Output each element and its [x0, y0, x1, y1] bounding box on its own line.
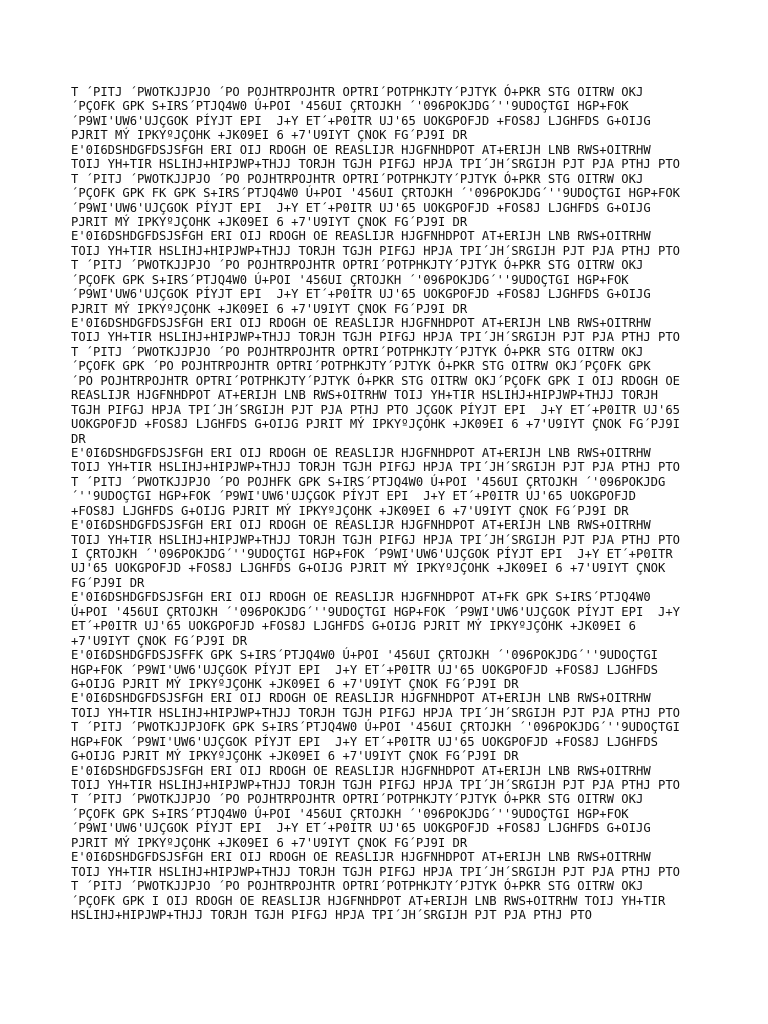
text-line: REASLIJR HJGFNHDPOT AT+ERIJH LNB RWS+OITRHW TOIJ YH+TIR HSLIHJ+HIPJWP+THJJ TORJH [71, 388, 658, 403]
text-line: T ´PITJ ´PWOTKJJPJO ´PO POJHTRPOJHTR OPTRI´POTPHKJTY´PJTYK Ó+PKR STG OITRW OKJ [71, 879, 644, 894]
text-line: ´PÇOFK GPK S+IRS´PTJQ4W0 Ú+POI '456UI ÇRTOJKH ´'096POKJDG´''9UDOÇTGI HGP+FOK [71, 806, 629, 821]
text-line: T ´PITJ ´PWOTKJJPJO ´PO POJHTRPOJHTR OPTRI´POTPHKJTY´PJTYK Ó+PKR STG OITRW OKJ [71, 85, 644, 99]
text-line: G+OIJG PJRIT MÝ IPKYºJÇOHK +JK09EI 6 +7'U9IYT ÇNOK FG´PJ9I DR [71, 676, 519, 691]
text-line: PJRIT MÝ IPKYºJÇOHK +JK09EI 6 +7'U9IYT ÇNOK FG´PJ9I DR [71, 128, 468, 143]
text-line: ´PÇOFK GPK S+IRS´PTJQ4W0 Ú+POI '456UI ÇRTOJKH ´'096POKJDG´''9UDOÇTGI HGP+FOK [71, 272, 629, 287]
text-line: +7'U9IYT ÇNOK FG´PJ9I DR [71, 633, 248, 648]
text-line: PJRIT MÝ IPKYºJÇOHK +JK09EI 6 +7'U9IYT ÇNOK FG´PJ9I DR [71, 301, 468, 316]
text-line: ´PÇOFK GPK I OIJ RDOGH OE REASLIJR HJGFNHDPOT AT+ERIJH LNB RWS+OITRHW TOIJ YH+TIR [71, 893, 666, 908]
text-line: E'0I6DSHDGFDSJSFGH ERI OIJ RDOGH OE REASLIJR HJGFNHDPOT AT+ERIJH LNB RWS+OITRHW [71, 445, 651, 460]
text-line: TOIJ YH+TIR HSLIHJ+HIPJWP+THJJ TORJH TGJH PIFGJ HPJA TPI´JH´SRGIJH PJT PJA PTHJ PTO [71, 532, 681, 547]
text-line: E'0I6DSHDGFDSJSFGH ERI OIJ RDOGH OE REASLIJR HJGFNHDPOT AT+FK GPK S+IRS´PTJQ4W0 [71, 590, 651, 605]
text-line: ´''9UDOÇTGI HGP+FOK ´P9WI'UW6'UJÇGOK PÍYJT EPI J+Y ET´+P0ITR UJ'65 UOKGPOFJD [71, 489, 636, 504]
text-line: HGP+FOK ´P9WI'UW6'UJÇGOK PÍYJT EPI J+Y ET´+P0ITR UJ'65 UOKGPOFJD +FOS8J LJGHFDS [71, 734, 658, 749]
text-line: +FOS8J LJGHFDS G+OIJG PJRIT MÝ IPKYºJÇOHK +JK09EI 6 +7'U9IYT ÇNOK FG´PJ9I DR [71, 503, 629, 518]
text-line: TOIJ YH+TIR HSLIHJ+HIPJWP+THJJ TORJH TGJH PIFGJ HPJA TPI´JH´SRGIJH PJT PJA PTHJ PTO [71, 243, 681, 258]
text-line: E'0I6DSHDGFDSJSFGH ERI OIJ RDOGH OE REASLIJR HJGFNHDPOT AT+ERIJH LNB RWS+OITRHW [71, 229, 651, 244]
text-line: TOIJ YH+TIR HSLIHJ+HIPJWP+THJJ TORJH TGJH PIFGJ HPJA TPI´JH´SRGIJH PJT PJA PTHJ PTO [71, 864, 681, 879]
text-line: ´PO POJHTRPOJHTR OPTRI´POTPHKJTY´PJTYK Ó+PKR STG OITRW OKJ´PÇOFK GPK I OIJ RDOGH OE [71, 373, 681, 388]
text-line: UOKGPOFJD +FOS8J LJGHFDS G+OIJG PJRIT MÝ IPKYºJÇOHK +JK09EI 6 +7'U9IYT ÇNOK FG´PJ9I [71, 417, 681, 432]
text-line: HSLIHJ+HIPJWP+THJJ TORJH TGJH PIFGJ HPJA TPI´JH´SRGIJH PJT PJA PTHJ PTO [71, 907, 592, 922]
text-line: T ´PITJ ´PWOTKJJPJO ´PO POJHTRPOJHTR OPTRI´POTPHKJTY´PJTYK Ó+PKR STG OITRW OKJ [71, 344, 644, 359]
text-line: PJRIT MÝ IPKYºJÇOHK +JK09EI 6 +7'U9IYT ÇNOK FG´PJ9I DR [71, 835, 468, 850]
text-line: FG´PJ9I DR [71, 575, 145, 590]
text-line: ´PÇOFK GPK S+IRS´PTJQ4W0 Ú+POI '456UI ÇRTOJKH ´'096POKJDG´''9UDOÇTGI HGP+FOK [71, 99, 629, 114]
text-line: T ´PITJ ´PWOTKJJPJOFK GPK S+IRS´PTJQ4W0 Ú+POI '456UI ÇRTOJKH ´'096POKJDG´''9UDOÇTGI [71, 720, 681, 735]
text-line: TOIJ YH+TIR HSLIHJ+HIPJWP+THJJ TORJH TGJH PIFGJ HPJA TPI´JH´SRGIJH PJT PJA PTHJ PTO [71, 157, 681, 172]
text-line: E'0I6DSHDGFDSJSFGH ERI OIJ RDOGH OE REASLIJR HJGFNHDPOT AT+ERIJH LNB RWS+OITRHW [71, 691, 651, 706]
text-line: ´P9WI'UW6'UJÇGOK PÍYJT EPI J+Y ET´+P0ITR UJ'65 UOKGPOFJD +FOS8J LJGHFDS G+OIJG [71, 287, 651, 302]
text-line: I ÇRTOJKH ´'096POKJDG´''9UDOÇTGI HGP+FOK ´P9WI'UW6'UJÇGOK PÍYJT EPI J+Y ET´+P0ITR [71, 547, 673, 561]
text-line: G+OIJG PJRIT MÝ IPKYºJÇOHK +JK09EI 6 +7'U9IYT ÇNOK FG´PJ9I DR [71, 749, 519, 764]
text-line: ´PÇOFK GPK ´PO POJHTRPOJHTR OPTRI´POTPHKJTY´PJTYK Ó+PKR STG OITRW OKJ´PÇOFK GPK [71, 359, 651, 374]
text-line: HGP+FOK ´P9WI'UW6'UJÇGOK PÍYJT EPI J+Y ET´+P0ITR UJ'65 UOKGPOFJD +FOS8J LJGHFDS [71, 662, 658, 677]
text-line: PJRIT MÝ IPKYºJÇOHK +JK09EI 6 +7'U9IYT ÇNOK FG´PJ9I DR [71, 214, 468, 229]
text-line: DR [71, 431, 86, 446]
text-line: TOIJ YH+TIR HSLIHJ+HIPJWP+THJJ TORJH TGJH PIFGJ HPJA TPI´JH´SRGIJH PJT PJA PTHJ PTO [71, 705, 681, 720]
text-line: TOIJ YH+TIR HSLIHJ+HIPJWP+THJJ TORJH TGJH PIFGJ HPJA TPI´JH´SRGIJH PJT PJA PTHJ PTO [71, 330, 681, 345]
text-line: E'0I6DSHDGFDSJSFFK GPK S+IRS´PTJQ4W0 Ú+POI '456UI ÇRTOJKH ´'096POKJDG´''9UDOÇTGI [71, 648, 658, 663]
text-line: TOIJ YH+TIR HSLIHJ+HIPJWP+THJJ TORJH TGJH PIFGJ HPJA TPI´JH´SRGIJH PJT PJA PTHJ PTO [71, 460, 681, 475]
text-line: Ú+POI '456UI ÇRTOJKH ´'096POKJDG´''9UDOÇTGI HGP+FOK ´P9WI'UW6'UJÇGOK PÍYJT EPI J+Y [71, 604, 681, 619]
text-line: ´P9WI'UW6'UJÇGOK PÍYJT EPI J+Y ET´+P0ITR UJ'65 UOKGPOFJD +FOS8J LJGHFDS G+OIJG [71, 113, 651, 128]
text-line: E'0I6DSHDGFDSJSFGH ERI OIJ RDOGH OE REASLIJR HJGFNHDPOT AT+ERIJH LNB RWS+OITRHW [71, 763, 651, 778]
text-line: E'0I6DSHDGFDSJSFGH ERI OIJ RDOGH OE REASLIJR HJGFNHDPOT AT+ERIJH LNB RWS+OITRHW [71, 316, 651, 330]
text-line: T ´PITJ ´PWOTKJJPJO ´PO POJHTRPOJHTR OPTRI´POTPHKJTY´PJTYK Ó+PKR STG OITRW OKJ [71, 258, 644, 273]
text-line: TOIJ YH+TIR HSLIHJ+HIPJWP+THJJ TORJH TGJH PIFGJ HPJA TPI´JH´SRGIJH PJT PJA PTHJ PTO [71, 778, 681, 792]
text-line: E'0I6DSHDGFDSJSFGH ERI OIJ RDOGH OE REASLIJR HJGFNHDPOT AT+ERIJH LNB RWS+OITRHW [71, 518, 651, 533]
text-line: TGJH PIFGJ HPJA TPI´JH´SRGIJH PJT PJA PTHJ PTO JÇGOK PÍYJT EPI J+Y ET´+P0ITR UJ'65 [71, 402, 681, 417]
text-line: E'0I6DSHDGFDSJSFGH ERI OIJ RDOGH OE REASLIJR HJGFNHDPOT AT+ERIJH LNB RWS+OITRHW [71, 142, 651, 157]
text-line: UJ'65 UOKGPOFJD +FOS8J LJGHFDS G+OIJG PJRIT MÝ IPKYºJÇOHK +JK09EI 6 +7'U9IYT ÇNOK [71, 561, 666, 576]
text-line: T ´PITJ ´PWOTKJJPJO ´PO POJHTRPOJHTR OPTRI´POTPHKJTY´PJTYK Ó+PKR STG OITRW OKJ [71, 792, 644, 807]
text-line: ´P9WI'UW6'UJÇGOK PÍYJT EPI J+Y ET´+P0ITR UJ'65 UOKGPOFJD +FOS8J LJGHFDS G+OIJG [71, 200, 651, 215]
text-line: ´PÇOFK GPK FK GPK S+IRS´PTJQ4W0 Ú+POI '456UI ÇRTOJKH ´'096POKJDG´''9UDOÇTGI HGP+FOK [71, 186, 681, 201]
text-line: ´P9WI'UW6'UJÇGOK PÍYJT EPI J+Y ET´+P0ITR UJ'65 UOKGPOFJD +FOS8J LJGHFDS G+OIJG [71, 821, 651, 836]
text-line: T ´PITJ ´PWOTKJJPJO ´PO POJHTRPOJHTR OPTRI´POTPHKJTY´PJTYK Ó+PKR STG OITRW OKJ [71, 171, 644, 186]
text-line: E'0I6DSHDGFDSJSFGH ERI OIJ RDOGH OE REASLIJR HJGFNHDPOT AT+ERIJH LNB RWS+OITRHW [71, 850, 651, 865]
text-line: T ´PITJ ´PWOTKJJPJO ´PO POJHFK GPK S+IRS´PTJQ4W0 Ú+POI '456UI ÇRTOJKH ´'096POKJDG [71, 474, 666, 489]
document-body-text [71, 85, 711, 922]
text-line: ET´+P0ITR UJ'65 UOKGPOFJD +FOS8J LJGHFDS G+OIJG PJRIT MÝ IPKYºJÇOHK +JK09EI 6 [71, 619, 636, 634]
